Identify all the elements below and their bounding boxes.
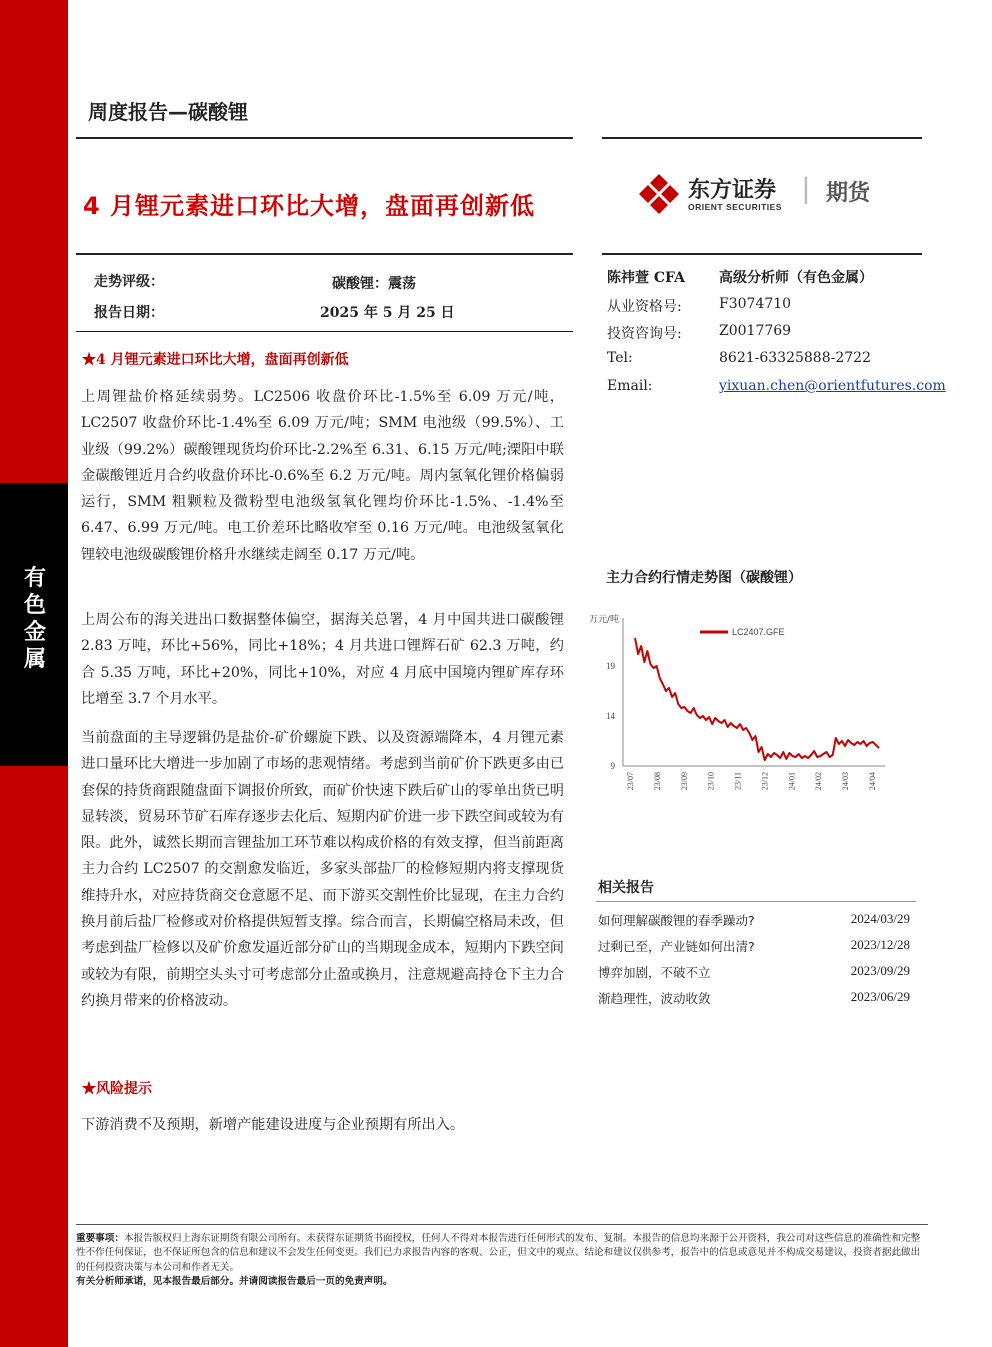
risk-text: 下游消费不及预期，新增产能建设进度与企业预期有所出入。 — [81, 1117, 465, 1133]
related-report-title: 如何理解碳酸锂的春季躁动? — [598, 913, 755, 928]
related-report-item[interactable] — [598, 937, 910, 955]
related-report-item[interactable] — [598, 911, 910, 929]
x-tick-label: 24/01 — [787, 772, 797, 791]
footer-label: 重要事项： — [76, 1233, 124, 1244]
related-report-date: 2023/12/28 — [850, 937, 910, 952]
x-tick-label: 24/04 — [868, 772, 877, 791]
x-tick-label: 23/10 — [706, 772, 716, 791]
analyst-title: 高级分析师（有色金属） — [719, 270, 873, 286]
related-report-date: 2024/03/29 — [850, 911, 910, 926]
y-tick-label: 14 — [606, 711, 615, 721]
rating-rule — [76, 331, 573, 332]
logo-name-en: ORIENT SECURITIES — [688, 202, 782, 212]
footer-disclaimer — [76, 1232, 928, 1290]
logo-mark-icon — [636, 172, 682, 216]
y-tick-label: 19 — [606, 661, 615, 671]
y-axis-unit-label: 万元/吨 — [590, 615, 619, 625]
trend-label: 走势评级： — [94, 274, 164, 290]
chart-title: 主力合约行情走势图（碳酸锂） — [606, 570, 802, 586]
series-line-lc2407 — [635, 638, 879, 760]
x-tick-label: 24/02 — [814, 772, 824, 791]
consult-label: 投资咨询号: — [607, 326, 682, 342]
trend-value: 碳酸锂：震荡 — [332, 276, 416, 292]
logo-name-cn: 东方证券 — [688, 178, 777, 203]
date-value: 2025 年 5 月 25 日 — [320, 305, 455, 321]
title-rule-right — [602, 253, 922, 255]
related-report-item[interactable] — [598, 963, 910, 981]
y-tick-label: 9 — [610, 761, 615, 771]
orient-securities-logo — [636, 172, 906, 216]
tel-label: Tel: — [607, 350, 633, 366]
risk-section-title: ★风险提示 — [82, 1081, 152, 1097]
tel-number: 8621-63325888-2722 — [719, 350, 871, 366]
license-number: F3074710 — [719, 296, 792, 312]
legend-label: LC2407.GFE — [732, 627, 785, 637]
header-rule-right — [602, 137, 922, 139]
related-rule — [596, 901, 916, 902]
summary-paragraph-2: 上周公布的海关进出口数据整体偏空，据海关总署，4 月中国共进口碳酸锂 2.83 万吨，环比+56%，同比+18%；4 月共进口锂辉石矿 62.3 万吨，约合 5.35 万吨，环比+20%，同比+10%，对应 4 月底中国境内锂矿库存环比增至 3.7 个月水平。 — [81, 612, 564, 707]
report-title: 4 月锂元素进口环比大增，盘面再创新低 — [83, 192, 536, 220]
price-chart-svg — [590, 604, 890, 814]
analyst-name: 陈祎萱 CFA — [607, 270, 685, 286]
related-report-title: 过剩已至，产业链如何出清? — [598, 939, 755, 954]
x-tick-label: 23/11 — [733, 772, 743, 790]
date-label: 报告日期： — [94, 305, 164, 321]
email-link[interactable]: yixuan.chen@orientfutures.com — [719, 378, 946, 394]
related-report-date: 2023/09/29 — [850, 963, 910, 978]
consult-number: Z0017769 — [719, 323, 792, 339]
x-tick-label: 23/07 — [626, 772, 635, 791]
x-tick-label: 23/09 — [679, 772, 689, 791]
related-report-title: 博弈加剧，不破不立 — [598, 965, 711, 980]
email-label: Email: — [607, 378, 653, 394]
summary-paragraph-1: 上周锂盐价格延续弱势。LC2506 收盘价环比-1.5%至 6.09 万元/吨，LC2507 收盘价环比-1.4%至 6.09 万元/吨；SMM 电池级（99.5%）、工业级（99.2%）碳酸锂现货均价环比-2.2%至 6.31、6.15 万元/吨;溧阳中联金碳酸锂近月合约收盘价环比-0.6%至 6.2 万元/吨。周内氢氧化锂价格偏弱运行，SMM 粗颗粒及微粉型电池级氢氧化锂均价环比-1.5%、-1.4%至 6.47、6.99 万元/吨。电工价差环比略收窄至 0.16 万元/吨。电池级氢氧化锂较电池级碳酸锂价格升水继续走阔至 0.17 万元/吨。 — [81, 389, 564, 563]
sector-label: 有色金属 — [23, 566, 46, 672]
summary-section-title: ★4 月锂元素进口环比大增，盘面再创新低 — [82, 352, 349, 368]
x-tick-label: 24/03 — [841, 772, 851, 791]
logo-product: 期货 — [826, 181, 871, 206]
price-chart — [590, 604, 890, 814]
report-type-header: 周度报告—碳酸锂 — [88, 100, 248, 124]
logo-divider: | — [802, 172, 810, 205]
header-rule-left — [76, 137, 573, 139]
footer-rule — [76, 1224, 928, 1225]
related-report-title: 渐趋理性，波动收敛 — [598, 991, 711, 1006]
related-report-item[interactable] — [598, 989, 910, 1007]
footer-analyst-note: 有关分析师承诺，见本报告最后部分。并请阅读报告最后一页的免责声明。 — [76, 1276, 393, 1288]
x-tick-label: 23/08 — [652, 772, 662, 791]
license-label: 从业资格号: — [607, 299, 682, 315]
summary-paragraph-3: 当前盘面的主导逻辑仍是盐价-矿价螺旋下跌、以及资源端降本，4 月锂元素进口量环比大增进一步加剧了市场的悲观情绪。考虑到当前矿价下跌更多由已套保的持货商跟随盘面下调报价所致，而矿价快速下跌后矿山的零单出货已明显转淡，贸易环节矿石库存逐步去化后、短期内矿价进一步下跌空间或较为有限。此外，诚然长期而言锂盐加工环节难以构成价格的有效支撑，但当前距离主力合约 LC2507 的交割愈发临近，多家头部盐厂的检修短期内将支撑现货维持升水，对应持货商交仓意愿不足、而下游买交割性价比显现，在主力合约换月前后盐厂检修或对价格提供短暂支撑。综合而言，长期偏空格局未改，但考虑到盐厂检修以及矿价愈发逼近部分矿山的当期现金成本，短期内下跌空间或较为有限，前期空头头寸可考虑部分止盈或换月，注意规避高持仓下主力合约换月带来的价格波动。 — [81, 730, 564, 1009]
title-rule-left — [76, 253, 573, 255]
footer-text: 本报告版权归上海东证期货有限公司所有。未获得东证期货书面授权，任何人不得对本报告进行任何形式的发布、复制。本报告的信息均来源于公开资料，我公司对这些信息的准确性和完整性不作任何保证，也不保证所包含的信息和建议不会发生任何变更。我们已力求报告内容的客观、公正，但文中的观点、结论和建议仅供参考，报告中的信息或意见并不构成交易建议，投资者据此做出的任何投资决策与本公司和作者无关。 — [76, 1233, 921, 1273]
related-title: 相关报告 — [598, 880, 654, 896]
x-tick-label: 23/12 — [760, 772, 770, 791]
related-report-date: 2023/06/29 — [850, 989, 910, 1004]
